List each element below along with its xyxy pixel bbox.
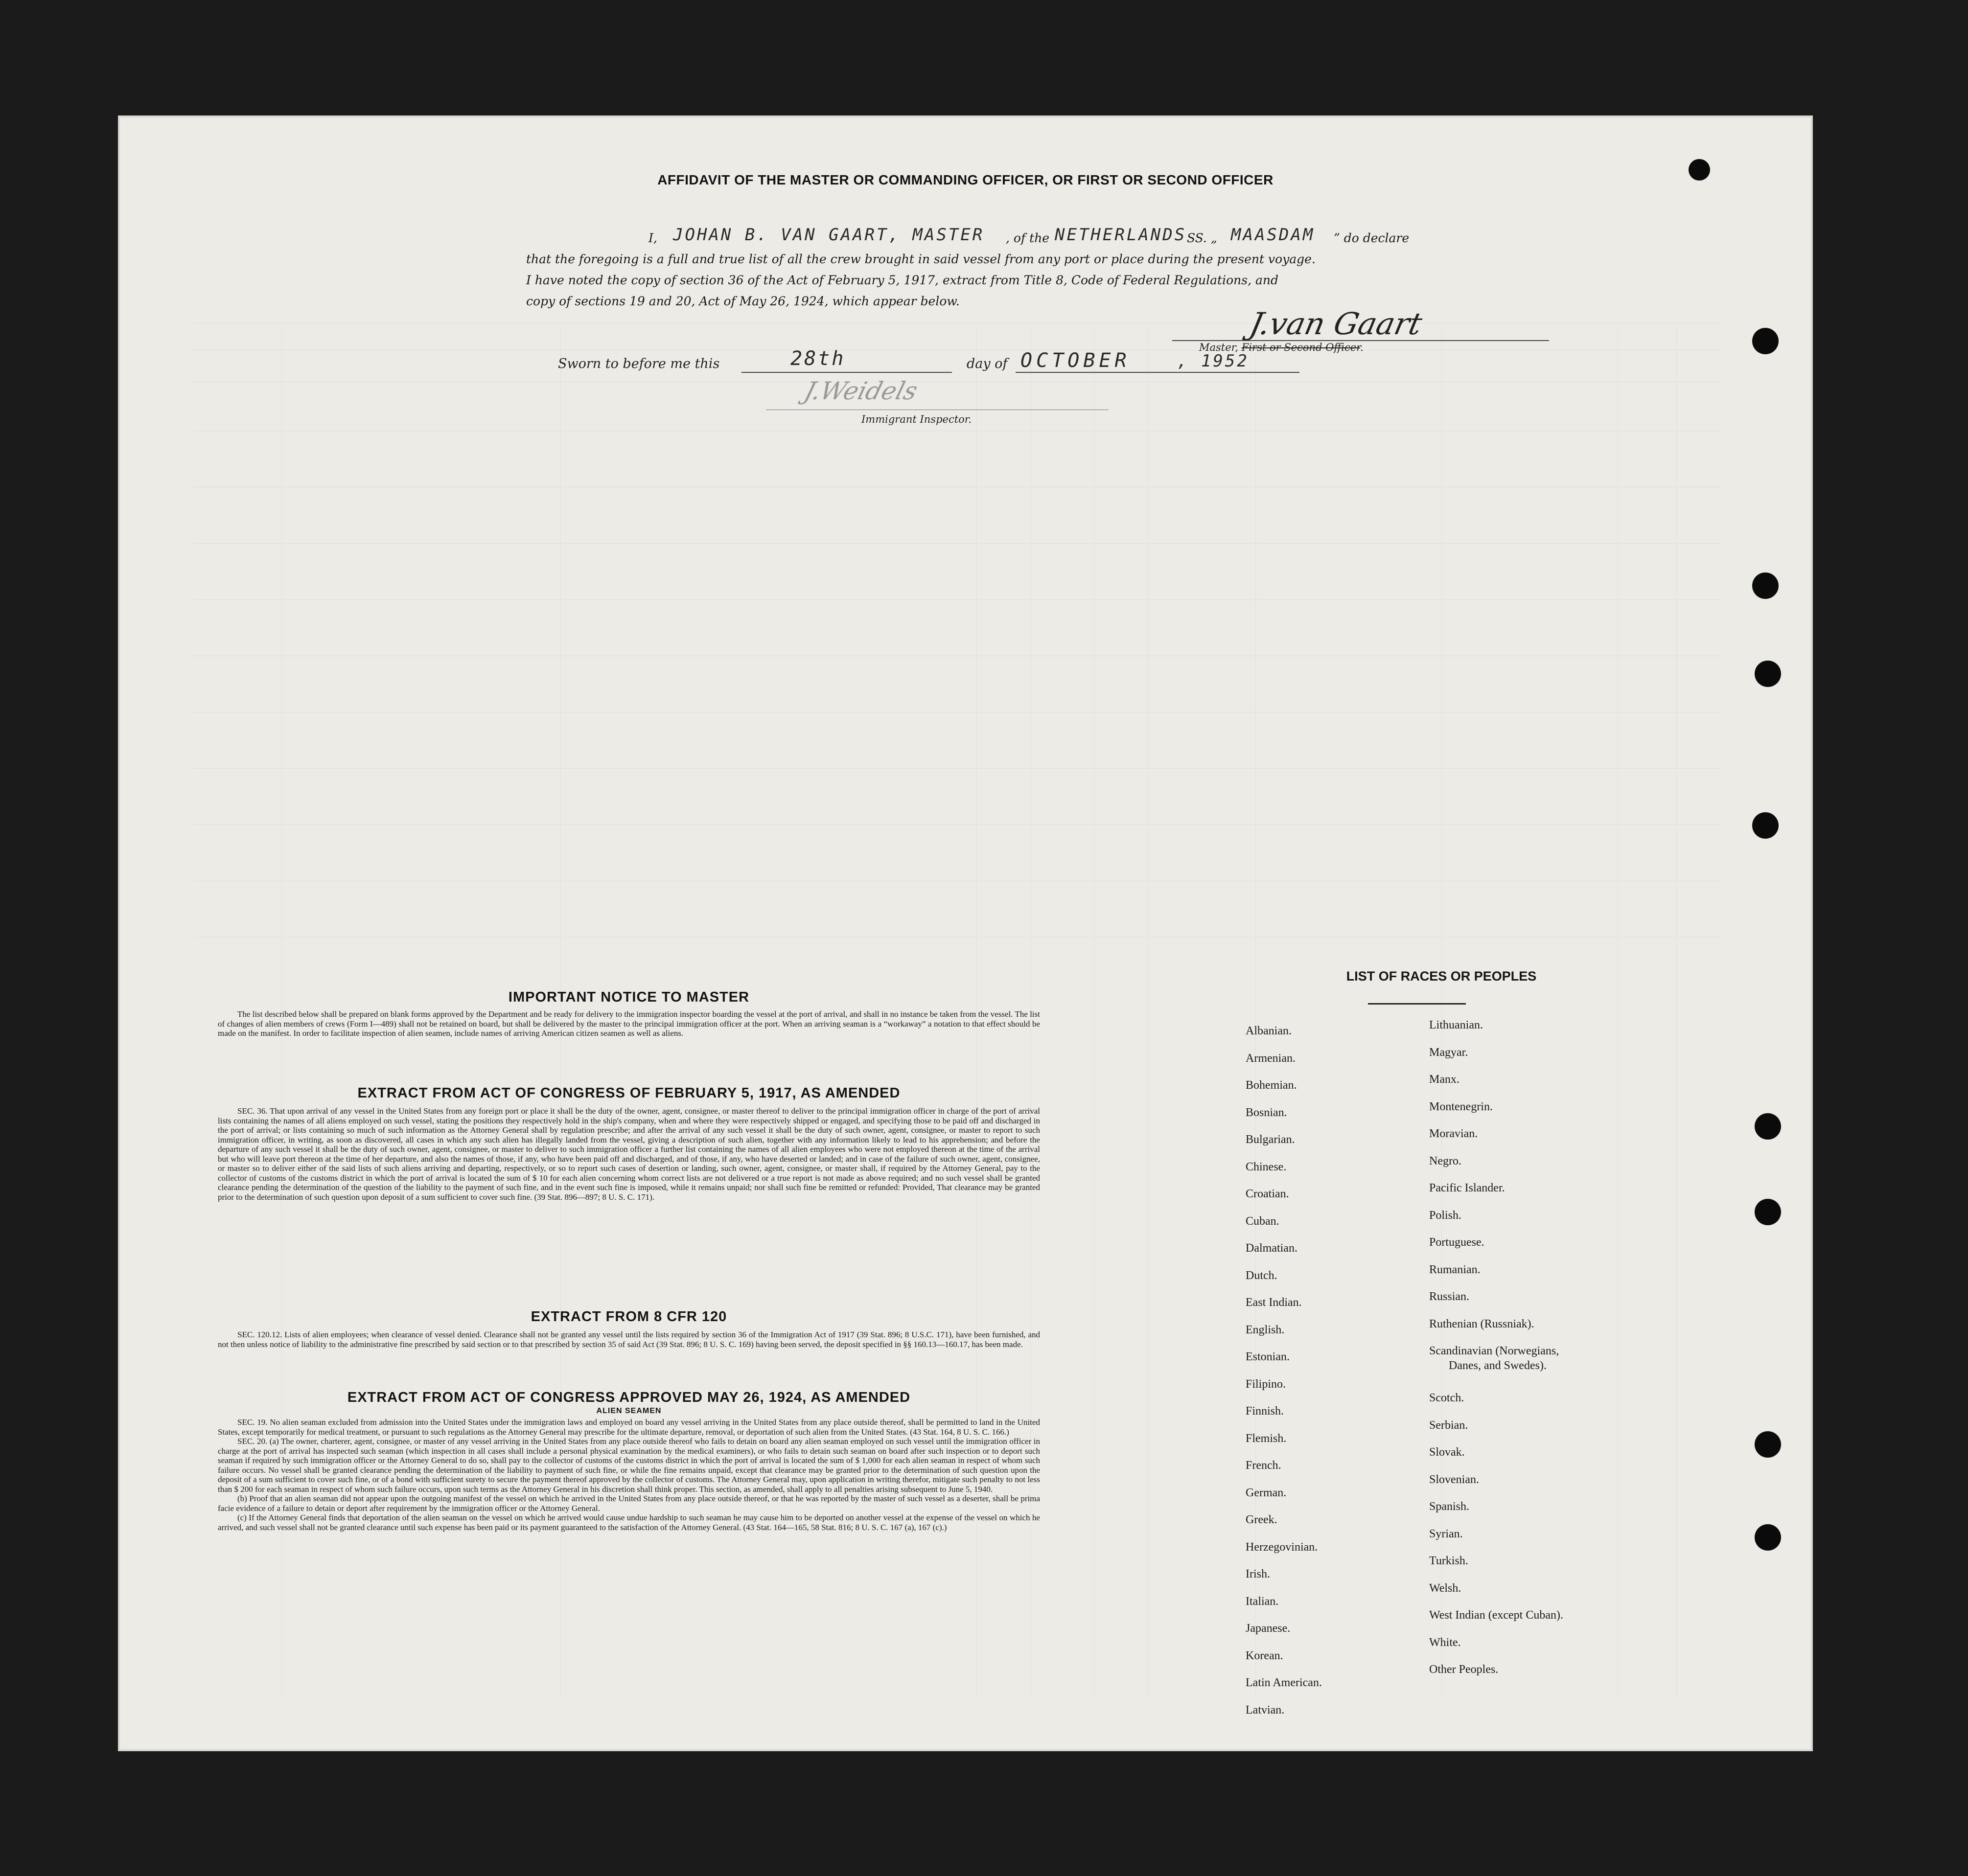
race-item: Croatian. [1246,1188,1289,1200]
race-item: Polish. [1429,1209,1462,1222]
race-item: Magyar. [1429,1046,1468,1059]
race-item: German. [1246,1486,1287,1499]
punch-hole [1755,1113,1781,1140]
extract-cfr-body: SEC. 120.12. Lists of alien employees; when clearance of vessel denied. Clearance shall not be granted any vessel until the lists required by section 36 of the Immigration Act of 1917 (39 Stat. 896; 8 U.S.C. 171), have been furnished, and not then unless notice of liability to the administrative fine prescribed by said section or to that prescribed by section 35 of said Act (39 Stat. 896; 8 U. S. C. 169) having been served, the deposit specified in §§ 160.13—160.17, has been made. [218,1330,1040,1349]
master-name: JOHAN B. VAN GAART, MASTER [673,225,985,245]
races-title-rule [1368,1003,1466,1005]
race-item: Slovenian. [1429,1473,1479,1486]
race-item: Korean. [1246,1649,1283,1662]
extract-1924-sec20a: SEC. 20. (a) The owner, charterer, agent, consignee, or master of any vessel arriving in the United States from any place outside thereof who fails to detain on board any alien seaman employed on such vessel until the immigration officer in charge at the port of arrival has inspected such seaman (which inspection in all cases shall include a personal physical examination by the medical examiners), or who fails to detain such seaman on board after such inspection or to deport such seaman if required by such immigration officer or the Attorney General to do so, shall pay to the collector of customs of the customs district in which the port of arrival is located the sum of $ 1,000 for each alien seaman in respect of whom such failure occurs. No vessel shall be granted clearance pending the determination of the liability to payment of such fine, or while the fine remains unpaid, except that clearance may be granted prior to the determination of such question upon the deposit of a sum sufficient to cover such fine, or of a bond with sufficient surety to secure the payment thereof approved by the collector of customs. The Attorney General may, upon application in writing therefor, mitigate such penalty to not less than $ 200 for each seaman in respect of whom such failure occurs, upon such terms as the Attorney General in his discretion shall think proper. This section, as amended, shall apply to all penalties arising subsequent to June 5, 1940. [218,1437,1040,1494]
extract-1924-sec20c: (c) If the Attorney General finds that deportation of the alien seaman on the vessel on which he arrived would cause undue hardship to such seaman he may cause him to be deported on another vessel at the expense of the vessel on which he arrived, and such vessel shall not be granted clearance until such expense has been paid or its payment guaranteed to the satisfaction of the Attorney General. (43 Stat. 164—165, 58 Stat. 816; 8 U. S. C. 167 (a), 167 (c).) [218,1513,1040,1532]
sworn-label: Sworn to before me this [558,356,720,371]
sworn-month-line [1016,372,1299,373]
extract-1924-subtitle: ALIEN SEAMEN [596,1407,662,1415]
race-item: Ruthenian (Russniak). [1429,1317,1534,1330]
sworn-day-of: day of [967,356,1008,371]
race-item: Syrian. [1429,1527,1463,1540]
sworn-day: 28th [790,347,846,370]
punch-hole [1752,328,1779,354]
sworn-year: , 1952 [1177,351,1249,371]
extract-1924-section [218,1390,1040,1532]
extract-1924-title: EXTRACT FROM ACT OF CONGRESS APPROVED MAY 26, 1924, AS AMENDED [347,1390,911,1405]
sworn-day-line [741,372,952,373]
race-item: Greek. [1246,1513,1277,1526]
race-item: Portuguese. [1429,1236,1484,1249]
race-item: White. [1429,1636,1461,1649]
race-item: Spanish. [1429,1500,1470,1513]
race-item: Bulgarian. [1246,1133,1295,1146]
affidavit-line-4: copy of sections 19 and 20, Act of May 26, 1924, which appear below. [526,294,960,308]
races-list-right [1429,1012,1563,1684]
race-item: Negro. [1429,1154,1461,1167]
race-item: Filipino. [1246,1377,1286,1391]
affidavit-i: I, [648,231,657,245]
vessel-nationality: NETHERLANDS [1055,225,1187,245]
manifest-sheet [120,117,1811,1749]
extract-cfr-section [218,1309,1040,1349]
notice-section [218,989,1040,1038]
race-item: Welsh. [1429,1581,1461,1595]
race-item: Irish. [1246,1568,1270,1580]
races-title: LIST OF RACES OR PEOPLES [1346,969,1537,984]
affidavit-declare: ” do declare [1334,231,1410,245]
race-item: East Indian. [1246,1296,1302,1309]
race-item: Turkish. [1429,1555,1468,1567]
master-signature-label: Master, First or Second Officer. [1199,342,1364,353]
sworn-month: OCTOBER [1020,349,1131,372]
race-item: Cuban. [1246,1214,1279,1228]
extract-1917-title: EXTRACT FROM ACT OF CONGRESS OF FEBRUARY 5, 1917, AS AMENDED [357,1085,901,1101]
race-item: Lithuanian. [1429,1019,1483,1031]
notice-title: IMPORTANT NOTICE TO MASTER [508,989,750,1005]
race-item-scandinavian: Scandinavian (Norwegians, Danes, and Swedes). [1429,1345,1559,1372]
race-item: Herzegovinian. [1246,1540,1318,1554]
extract-1917-body: SEC. 36. That upon arrival of any vessel in the United States from any foreign port or place it shall be the duty of the owner, agent, consignee, or master thereof to deliver to the principal immigration officer in charge of the port of arrival lists containing the names of all aliens employed on such vessel, stating the positions they respectively hold in the ship's company, when and where they were respectively shipped or engaged, and specifying those to be paid off and discharged in the port of arrival; or lists containing so much of such information as the Attorney General shall by regulation prescribe; and after the arrival of any such vessel it shall be the duty of such owner, agent, consignee, or master to report to such immigration officer, in writing, as soon as discovered, all cases in which any such alien has illegally landed from the vessel, giving a description of such alien, together with any information likely to lead to his apprehension; and before the departure of any such vessel it shall be the duty of such owner, agent, consignee, or master to deliver to such immigration officer a further list containing the names of all alien employees who were not employed thereon at the time of the arrival but who will leave port thereon at the time of her departure, and also the names of those, if any, who have been paid off and discharged, and of those, if any, who have deserted or landed; and in case of the failure of such owner, agent, consignee, or master so to deliver either of the said lists of such aliens arriving and departing, respectively, or so to report such cases of desertion or landing, such owner, agent, consignee, or master shall, if required by the Attorney General, pay to the collector of customs of the customs district in which the port of arrival is located the sum of $ 10 for each alien concerning whom correct lists are not delivered or a true report is not made as above required; and no such vessel shall be granted clearance pending the determination of the question of the liability to the payment of such fine, and in the event such fine is imposed, while it remains unpaid; nor shall such fine be remitted or refunded: Provided, That clearance may be granted prior to the determination of such question upon deposit of a sum sufficient to cover such fine. (39 Stat. 896—897; 8 U. S. C. 171). [218,1106,1040,1202]
race-item: Japanese. [1246,1622,1291,1635]
race-item: Italian. [1246,1595,1279,1608]
race-item: Latin American. [1246,1676,1322,1689]
race-item: Chinese. [1246,1160,1287,1173]
race-item: Montenegrin. [1429,1100,1493,1113]
punch-hole [1752,572,1779,599]
affidavit-of-the: , of the [1006,231,1050,245]
race-item: Dutch. [1246,1269,1277,1282]
notice-body: The list described below shall be prepared on blank forms approved by the Department and be ready for delivery to the immigration inspector boarding the vessel at the port of arrival, and shall in no instance be taken from the vessel. The list of changes of alien members of crews (Form I—489) shall not be retained on board, but shall be delivered by the master to the principal immigration officer at the port. When an arriving seaman is a “workaway” a notation to that effect should be made on the manifest. In order to facilitate inspection of alien seamen, include names of arriving American citizen seamen as well as aliens. [218,1009,1040,1038]
races-list-left [1246,1018,1322,1724]
race-item: Other Peoples. [1429,1663,1499,1676]
race-item: Serbian. [1429,1418,1468,1432]
race-item: Estonian. [1246,1350,1290,1363]
race-item: Manx. [1429,1073,1459,1086]
affidavit-title: AFFIDAVIT OF THE MASTER OR COMMANDING OFFICER, OR FIRST OR SECOND OFFICER [657,172,1273,187]
race-item: Slovak. [1429,1446,1465,1459]
punch-hole [1755,1431,1781,1458]
race-item: Dalmatian. [1246,1242,1297,1255]
race-item: Bohemian. [1246,1079,1297,1092]
master-signature-line [1172,340,1549,341]
race-item: Armenian. [1246,1052,1296,1065]
extract-1924-sec19: SEC. 19. No alien seaman excluded from admission into the United States under the immigration laws and employed on board any vessel arriving in the United States from any place outside thereof, shall be permitted to land in the United States, except temporarily for medical treatment, or pursuant to such regulations as the Attorney General may prescribe for the ultimate departure, removal, or deportation of such alien from the United States. (43 Stat. 164, 8 U. S. C. 166.) [218,1418,1040,1437]
inspector-signature: J.Weidels [801,377,921,405]
vessel-prefix: SS. „ [1187,231,1217,245]
affidavit-line-3: I have noted the copy of section 36 of the Act of February 5, 1917, extract from Title 8, Code of Federal Regulations, and [526,273,1278,287]
inspector-label: Immigrant Inspector. [861,413,972,425]
race-item: Flemish. [1246,1432,1287,1445]
punch-hole [1755,1524,1781,1551]
extract-1917-section [218,1085,1040,1202]
race-item: Albanian. [1246,1025,1292,1037]
master-signature: J.van Gaart [1247,306,1426,342]
race-item: Moravian. [1429,1127,1478,1140]
race-item: Rumanian. [1429,1263,1481,1276]
affidavit-text [526,225,1554,312]
race-item: Scotch. [1429,1392,1464,1404]
race-item: French. [1246,1459,1281,1472]
extract-1924-sec20b: (b) Proof that an alien seaman did not appear upon the outgoing manifest of the vessel on which he arrived in the United States from any place outside thereof, or that he was reported by the master of such vessel as a deserter, shall be prima facie evidence of a failure to detain or deport after requirement by the immigration officer or the Attorney General. [218,1494,1040,1513]
extract-cfr-title: EXTRACT FROM 8 CFR 120 [531,1309,727,1325]
race-item: English. [1246,1323,1285,1336]
race-item: Pacific Islander. [1429,1182,1505,1194]
punch-hole [1752,812,1779,839]
race-item: Finnish. [1246,1405,1284,1418]
race-item: Bosnian. [1246,1106,1287,1119]
punch-hole [1755,1199,1781,1225]
race-item: West Indian (except Cuban). [1429,1609,1563,1622]
race-item: Russian. [1429,1290,1470,1303]
race-item: Latvian. [1246,1703,1285,1716]
punch-hole [1755,661,1781,687]
affidavit-line-2: that the foregoing is a full and true list of all the crew brought in said vessel from any port or place during the present voyage. [526,252,1316,266]
vessel-name: MAASDAM [1231,225,1315,245]
